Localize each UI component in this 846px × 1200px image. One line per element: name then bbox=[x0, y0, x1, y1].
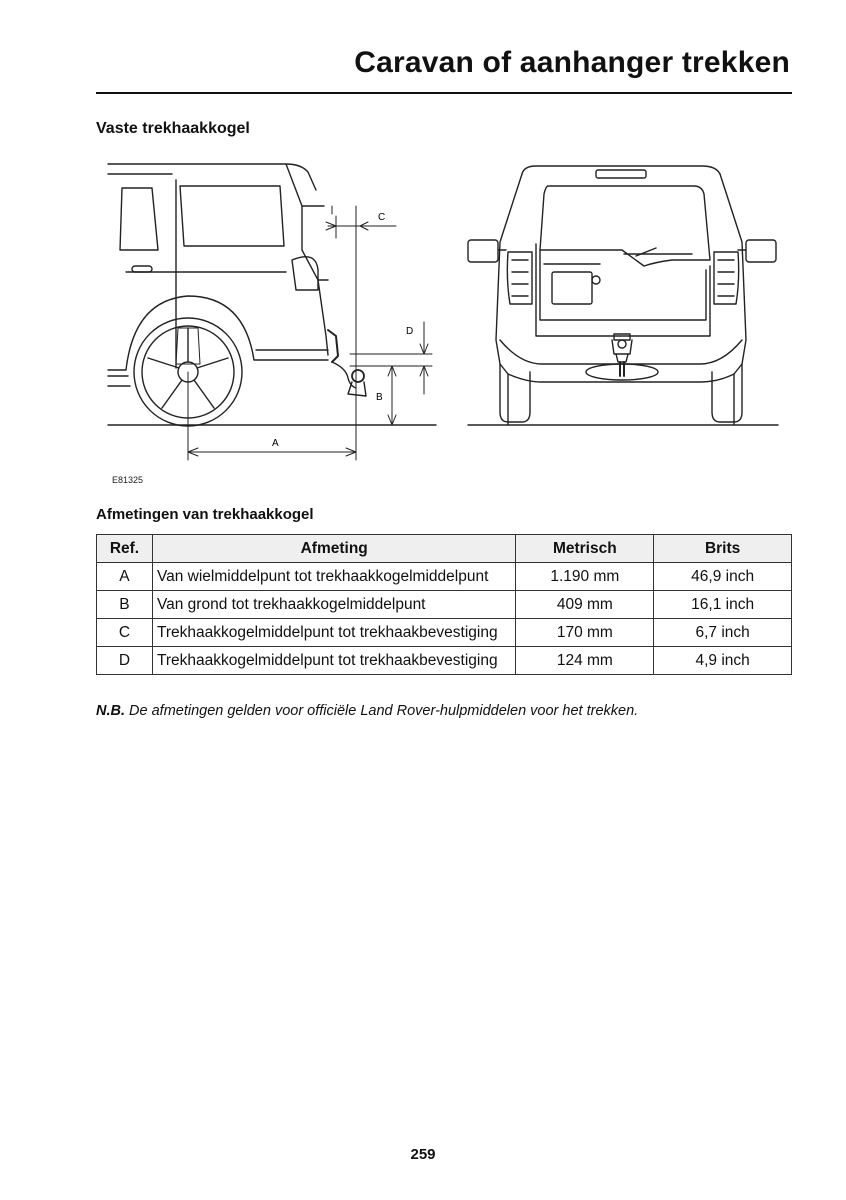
table-cell: Trekhaakkogelmiddelpunt tot trekhaakbevestiging bbox=[152, 647, 515, 675]
column-header: Ref. bbox=[97, 535, 153, 563]
table-cell: Van wielmiddelpunt tot trekhaakkogelmiddelpunt bbox=[152, 563, 515, 591]
table-cell: Trekhaakkogelmiddelpunt tot trekhaakbevestiging bbox=[152, 619, 515, 647]
rear-view-vehicle bbox=[468, 166, 776, 425]
table-row bbox=[97, 619, 792, 647]
table-cell: D bbox=[97, 647, 153, 675]
table-cell: 46,9 inch bbox=[654, 563, 792, 591]
table-cell: 6,7 inch bbox=[654, 619, 792, 647]
table-heading: Afmetingen van trekhaakkogel bbox=[96, 506, 314, 523]
column-header: Afmeting bbox=[152, 535, 515, 563]
note-text: De afmetingen gelden voor officiële Land Rover-hulpmiddelen voor het trekken. bbox=[129, 703, 639, 719]
table-row bbox=[97, 563, 792, 591]
figure-code: E81325 bbox=[112, 475, 144, 485]
table-cell: 409 mm bbox=[516, 591, 654, 619]
note bbox=[96, 703, 638, 719]
table-cell: 16,1 inch bbox=[654, 591, 792, 619]
table-cell: B bbox=[97, 591, 153, 619]
table-cell: 4,9 inch bbox=[654, 647, 792, 675]
note-label: N.B. bbox=[96, 703, 125, 719]
column-header: Metrisch bbox=[516, 535, 654, 563]
table-header-row bbox=[97, 535, 792, 563]
table-cell: 124 mm bbox=[516, 647, 654, 675]
towbar-diagram bbox=[96, 150, 796, 495]
side-view-vehicle bbox=[108, 164, 366, 426]
label-a: A bbox=[272, 438, 279, 449]
label-c: C bbox=[378, 212, 386, 223]
table-cell: Van grond tot trekhaakkogelmiddelpunt bbox=[152, 591, 515, 619]
title-divider bbox=[96, 92, 792, 94]
column-header: Brits bbox=[654, 535, 792, 563]
label-d: D bbox=[406, 326, 414, 337]
table-cell: C bbox=[97, 619, 153, 647]
page-title: Caravan of aanhanger trekken bbox=[354, 46, 790, 79]
dimensions-table bbox=[96, 534, 792, 675]
table-row bbox=[97, 647, 792, 675]
table-cell: A bbox=[97, 563, 153, 591]
page-number: 259 bbox=[410, 1146, 436, 1163]
table-row bbox=[97, 591, 792, 619]
section-heading: Vaste trekhaakkogel bbox=[96, 120, 250, 137]
table-cell: 170 mm bbox=[516, 619, 654, 647]
table-cell: 1.190 mm bbox=[516, 563, 654, 591]
label-b: B bbox=[376, 392, 383, 403]
